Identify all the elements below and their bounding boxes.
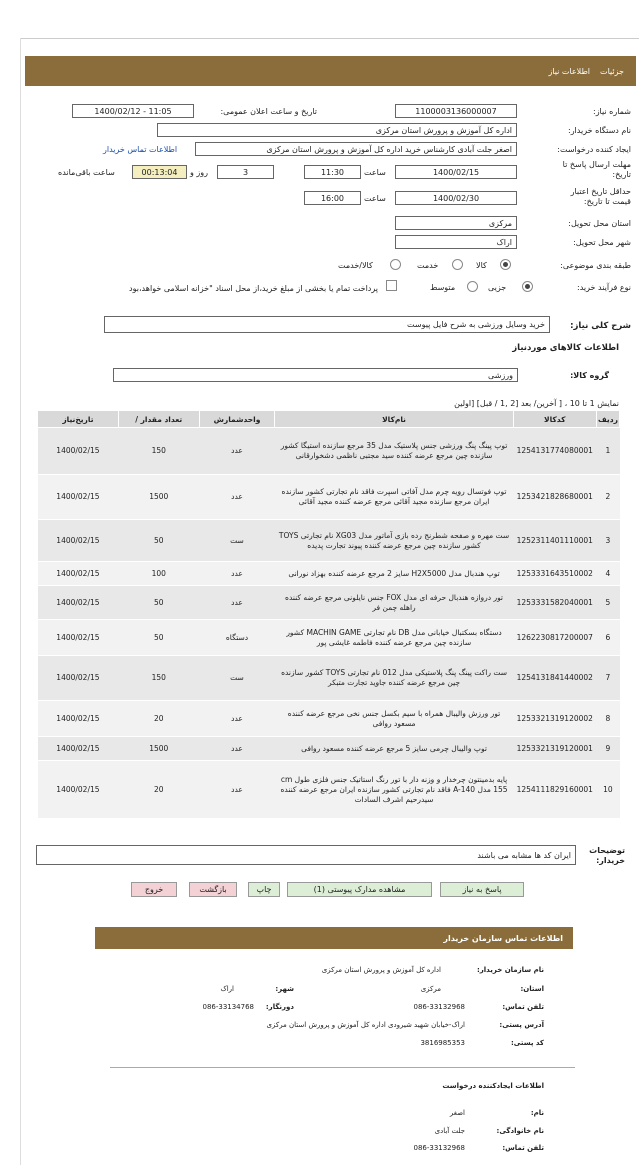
validity-date[interactable]: 1400/02/30 [395, 191, 517, 205]
need-info-link[interactable]: اطلاعات نیاز [548, 66, 591, 76]
contact-province: مرکزی [420, 985, 441, 993]
announce-field[interactable]: 1400/02/12 - 11:05 [72, 104, 194, 118]
row-number-cell: 10 [596, 761, 619, 819]
item-name-cell: ست مهره و صفحه شطرنج رده بازی آماتور مدل XG03 نام تجارتی TOYS کشور سازنده چین مرجع عرضه کننده پیوند تجارت پدیده [275, 520, 513, 562]
validity-label: حداقل تاریخ اعتبار قیمت تا تاریخ: [570, 187, 631, 206]
row-number-cell: 3 [596, 520, 619, 562]
table-row[interactable] [38, 656, 620, 701]
contact-org: اداره کل آموزش و پرورش استان مرکزی [321, 966, 441, 974]
unit-cell: عدد [199, 737, 275, 761]
item-code-cell: 1253321319120001 [513, 737, 596, 761]
contact-postal-label: کد پستی: [510, 1039, 544, 1047]
province-field[interactable]: مرکزی [395, 216, 517, 230]
requester-family-label: نام خانوادگی: [496, 1127, 544, 1135]
col-row: ردیف [596, 411, 619, 428]
row-number-cell: 1 [596, 428, 619, 475]
print-button[interactable]: چاپ [248, 882, 280, 897]
item-name-cell: توپ والیبال چرمی سایز 5 مرجع عرضه کننده مسعود روافی [275, 737, 513, 761]
unit-cell: عدد [199, 562, 275, 586]
unit-cell: عدد [199, 761, 275, 819]
quantity-cell: 20 [118, 701, 199, 737]
quantity-cell: 50 [118, 586, 199, 620]
need-date-cell: 1400/02/15 [38, 586, 119, 620]
row-number-cell: 7 [596, 656, 619, 701]
unit-cell: ست [199, 520, 275, 562]
quantity-cell: 1500 [118, 737, 199, 761]
item-name-cell: توپ فوتسال رویه چرم مدل آفاتی اسپرت فاقد نام تجارتی کشور سازنده ایران مرجع سازنده مجید آقائی مرجع عرضه کننده مجید آقائی [275, 475, 513, 520]
exit-button[interactable]: خروج [131, 882, 177, 897]
days-field[interactable]: 3 [217, 165, 274, 179]
requester-phone-label: تلفن تماس: [502, 1144, 544, 1152]
validity-hour-label: ساعت [364, 194, 386, 203]
unit-cell: عدد [199, 701, 275, 737]
contact-address-label: آدرس پستی: [499, 1021, 544, 1029]
requester-family: جلت آبادی [434, 1127, 465, 1135]
group-field[interactable]: ورزشی [113, 368, 518, 382]
contact-address: اراک-خیابان شهید شیرودی اداره کل آموزش و پرورش استان مرکزی [266, 1021, 465, 1029]
notes-label: توضیحات خریدار: [589, 846, 625, 865]
need-date-cell: 1400/02/15 [38, 475, 119, 520]
item-code-cell: 1254111829160001 [513, 761, 596, 819]
quantity-cell: 50 [118, 520, 199, 562]
quantity-cell: 150 [118, 656, 199, 701]
item-name-cell: دستگاه بسکتبال خیابانی مدل DB نام تجارتی MACHIN GAME کشور سازنده چین مرجع عرضه کننده فاطمه غایشی پور [275, 620, 513, 656]
items-table [37, 410, 620, 819]
category-goods-label: کالا [476, 261, 487, 270]
contact-city-label: شهر: [275, 985, 294, 993]
left-divider [20, 38, 21, 1165]
contact-fax-label: دورنگار: [265, 1003, 294, 1011]
item-code-cell: 1252311401110001 [513, 520, 596, 562]
category-label: طبقه بندی موضوعی: [560, 261, 631, 270]
table-row[interactable] [38, 701, 620, 737]
col-name: نام‌کالا [275, 411, 513, 428]
need-date-cell: 1400/02/15 [38, 737, 119, 761]
quantity-cell: 150 [118, 428, 199, 475]
col-qty: تعداد مقدار / [118, 411, 199, 428]
item-code-cell: 1254131841440002 [513, 656, 596, 701]
row-number-cell: 5 [596, 586, 619, 620]
item-name-cell: ست راکت پینگ پنگ پلاستیکی مدل 012 نام تجارتی TOYS کشور سازنده چین مرجع عرضه کننده جاوید تجارت متبکر [275, 656, 513, 701]
row-number-cell: 4 [596, 562, 619, 586]
city-field[interactable]: اراک [395, 235, 517, 249]
days-label: روز و [190, 168, 208, 177]
need-date-cell: 1400/02/15 [38, 428, 119, 475]
contact-header: اطلاعات تماس سازمان خریدار [95, 927, 573, 949]
process-label: نوع فرآیند خرید: [577, 283, 631, 292]
item-code-cell: 1254131774080001 [513, 428, 596, 475]
quantity-cell: 20 [118, 761, 199, 819]
col-unit: واحدشمارش [199, 411, 275, 428]
process-minor-label: جزیی [488, 283, 507, 292]
details-link[interactable]: جزئیات [600, 66, 624, 76]
payment-checkbox[interactable] [386, 280, 397, 291]
category-both-radio[interactable] [390, 259, 401, 270]
unit-cell: عدد [199, 475, 275, 520]
send-deadline-label: مهلت ارسال پاسخ تا تاریخ: [562, 160, 631, 179]
send-deadline-date[interactable]: 1400/02/15 [395, 165, 517, 179]
requester-name: اصغر [449, 1109, 465, 1117]
remaining-time-field: 00:13:04 [132, 165, 187, 179]
process-medium-label: متوسط [430, 283, 456, 292]
buyer-contact-link[interactable]: اطلاعات تماس خریدار [103, 145, 178, 154]
need-date-cell: 1400/02/15 [38, 520, 119, 562]
table-row[interactable] [38, 520, 620, 562]
province-label: استان محل تحویل: [568, 219, 631, 228]
need-date-cell: 1400/02/15 [38, 656, 119, 701]
col-code: کدکالا [513, 411, 596, 428]
top-divider [20, 38, 639, 39]
contact-divider [110, 1067, 575, 1068]
table-row[interactable] [38, 428, 620, 475]
item-code-cell: 1253421828680001 [513, 475, 596, 520]
group-label: گروه کالا: [570, 371, 609, 380]
row-number-cell: 2 [596, 475, 619, 520]
item-name-cell: تور دروازه هندبال حرفه ای مدل FOX جنس نایلونی مرجع عرضه کننده راهله چمن فر [275, 586, 513, 620]
item-code-cell: 1253321319120002 [513, 701, 596, 737]
table-header-row [38, 411, 620, 428]
summary-label: شرح کلی نیاز: [570, 321, 631, 331]
requester-phone: 086-33132968 [413, 1144, 465, 1152]
contact-phone: 086-33132968 [413, 1003, 465, 1011]
quantity-cell: 50 [118, 620, 199, 656]
table-row[interactable] [38, 586, 620, 620]
category-service-label: خدمت [417, 261, 439, 270]
pager-text[interactable]: نمایش 1 تا 10 ، [ آخرین/ بعد [2 ,1 / قبل] [اولین [454, 399, 619, 408]
summary-field[interactable]: خرید وسایل ورزشی به شرح فایل پیوست [104, 316, 550, 333]
contact-org-label: نام سازمان خریدار: [476, 966, 544, 974]
unit-cell: عدد [199, 586, 275, 620]
item-name-cell: توپ هندبال مدل H2X5000 سایز 2 مرجع عرضه کننده بهزاد نورانی [275, 562, 513, 586]
contact-fax: 086-33134768 [202, 1003, 254, 1011]
city-label: شهر محل تحویل: [573, 238, 631, 247]
quantity-cell: 100 [118, 562, 199, 586]
need-date-cell: 1400/02/15 [38, 620, 119, 656]
row-number-cell: 9 [596, 737, 619, 761]
item-code-cell: 1262230817200007 [513, 620, 596, 656]
contact-postal: 3816985353 [420, 1039, 465, 1047]
table-row[interactable] [38, 620, 620, 656]
quantity-cell: 1500 [118, 475, 199, 520]
item-name-cell: توپ پینگ پنگ ورزشی جنس پلاستیک مدل 35 مرجع سازنده استیگا کشور سازنده چین مرجع عرضه کننده سید مجتبی ناظمی دشخوارقانی [275, 428, 513, 475]
item-code-cell: 1253331582040001 [513, 586, 596, 620]
back-button[interactable]: بازگشت [189, 882, 237, 897]
creator-label: ایجاد کننده درخواست: [557, 145, 631, 154]
category-service-radio[interactable] [452, 259, 463, 270]
requester-title: اطلاعات ایجادکننده درخواست [442, 1082, 544, 1090]
send-deadline-time[interactable]: 11:30 [304, 165, 361, 179]
attachments-button[interactable]: مشاهده مدارک پیوستی (1) [287, 882, 432, 897]
unit-cell: ست [199, 656, 275, 701]
item-name-cell: پایه بدمینتون چرخدار و وزنه دار با تور رنگ استاتیک جنس فلزی طول cm 155 مدل A-140 فاقد نام تجارتی کشور سازنده ایران مرجع عرضه کننده سیدرحیم اشرف السادات [275, 761, 513, 819]
row-number-cell: 8 [596, 701, 619, 737]
payment-note: پرداخت تمام یا بخشی از مبلغ خرید،از محل اسناد "خزانه اسلامی خواهد،بود [129, 284, 378, 293]
buyer-org-label: نام دستگاه خریدار: [568, 126, 631, 135]
table-row[interactable] [38, 562, 620, 586]
contact-city: اراک [220, 985, 234, 993]
unit-cell: دستگاه [199, 620, 275, 656]
category-goods-radio[interactable] [500, 259, 511, 270]
process-minor-radio[interactable] [522, 281, 533, 292]
row-number-cell: 6 [596, 620, 619, 656]
table-row[interactable] [38, 737, 620, 761]
process-medium-radio[interactable] [467, 281, 478, 292]
remaining-label: ساعت باقی‌مانده [58, 168, 115, 177]
deadline-hour-label: ساعت [364, 168, 386, 177]
item-code-cell: 1253331643510002 [513, 562, 596, 586]
contact-phone-label: تلفن تماس: [502, 1003, 544, 1011]
table-row[interactable] [38, 475, 620, 520]
col-date: تاریخ‌نیاز [38, 411, 119, 428]
item-name-cell: تور ورزش والیبال همراه با سیم بکسل جنس نخی مرجع عرضه کننده مسعود روافی [275, 701, 513, 737]
creator-field[interactable]: اصغر جلت آبادی کارشناس خرید اداره کل آموزش و پرورش استان مرکزی [195, 142, 517, 156]
reply-button[interactable]: پاسخ به نیاز [440, 882, 524, 897]
unit-cell: عدد [199, 428, 275, 475]
need-date-cell: 1400/02/15 [38, 701, 119, 737]
need-number-label: شماره نیاز: [593, 107, 631, 116]
need-date-cell: 1400/02/15 [38, 761, 119, 819]
page-header [25, 56, 636, 86]
goods-title: اطلاعات کالاهای موردنیاز [512, 343, 619, 353]
contact-province-label: استان: [520, 985, 544, 993]
need-date-cell: 1400/02/15 [38, 562, 119, 586]
requester-name-label: نام: [530, 1109, 544, 1117]
category-both-label: کالا/خدمت [338, 261, 373, 270]
need-number-field[interactable]: 1100003136000007 [395, 104, 517, 118]
notes-field[interactable]: ایران کد ها مشابه می باشند [36, 845, 576, 865]
table-row[interactable] [38, 761, 620, 819]
pager[interactable] [454, 399, 619, 408]
validity-time[interactable]: 16:00 [304, 191, 361, 205]
buyer-org-field[interactable]: اداره کل آموزش و پرورش استان مرکزی [157, 123, 517, 137]
announce-label: تاریخ و ساعت اعلان عمومی: [220, 107, 317, 116]
